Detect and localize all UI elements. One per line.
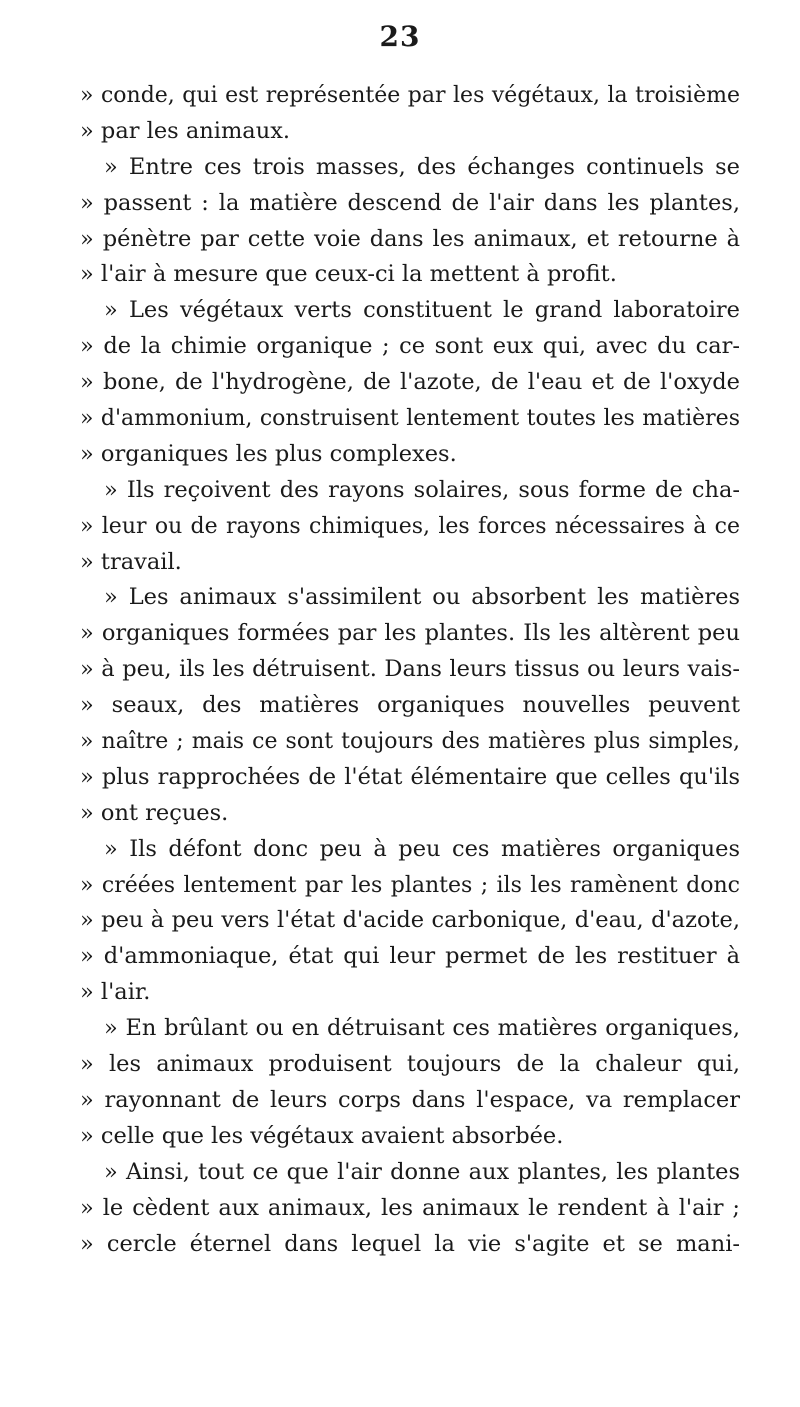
text-line: » l'air à mesure que ceux-ci la mettent à profit. [80, 261, 617, 288]
text-line: » d'ammonium, construisent lentement toutes les matières [80, 406, 740, 432]
text-line: » cercle éternel dans lequel la vie s'agite et se mani- [80, 1230, 740, 1257]
text-line: » à peu, ils les détruisent. Dans leurs tissus ou leurs vais- [80, 656, 740, 683]
text-line: » Les végétaux verts constituent le grand laboratoire [104, 297, 740, 324]
text-line: » celle que les végétaux avaient absorbée. [80, 1122, 564, 1149]
text-line: » ont reçues. [80, 799, 229, 826]
text-line: » d'ammoniaque, état qui leur permet de les restituer à [80, 943, 740, 970]
text-line: » Les animaux s'assimilent ou absorbent les matières [104, 584, 740, 611]
text-line: » pénètre par cette voie dans les animaux, et retourne à [80, 225, 740, 252]
text-line: » Ils reçoivent des rayons solaires, sous forme de cha- [104, 476, 740, 503]
text-line: » le cèdent aux animaux, les animaux le rendent à l'air ; [80, 1194, 740, 1221]
text-line: » créées lentement par les plantes ; ils les ramènent donc [80, 872, 740, 898]
text-line: » Entre ces trois masses, des échanges continuels se [104, 153, 740, 180]
page-number: 23 [379, 20, 421, 53]
text-line: » seaux, des matières organiques nouvelles peuvent [80, 692, 740, 719]
text-line: » organiques formées par les plantes. Ils les altèrent peu [80, 620, 740, 647]
text-line: » plus rapprochées de l'état élémentaire que celles qu'ils [80, 763, 740, 790]
text-line: » peu à peu vers l'état d'acide carbonique, d'eau, d'azote, [80, 907, 740, 934]
text-line: » bone, de l'hydrogène, de l'azote, de l'eau et de l'oxyde [80, 369, 740, 396]
text-line: » Ainsi, tout ce que l'air donne aux plantes, les plantes [104, 1158, 740, 1185]
text-line: » les animaux produisent toujours de la chaleur qui, [80, 1051, 740, 1078]
text-line: » organiques les plus complexes. [80, 440, 457, 467]
text-line: » leur ou de rayons chimiques, les forces nécessaires à ce [80, 513, 740, 539]
text-line: » passent : la matière descend de l'air dans les plantes, [80, 189, 740, 216]
text-line: » de la chimie organique ; ce sont eux qui, avec du car- [80, 333, 740, 360]
text-line: » naître ; mais ce sont toujours des matières plus simples, [80, 729, 740, 755]
text-line: » travail. [80, 548, 182, 575]
text-line: » conde, qui est représentée par les végétaux, la troisième [80, 83, 740, 108]
text-line: » rayonnant de leurs corps dans l'espace, va remplacer [80, 1086, 740, 1113]
text-line: » l'air. [80, 979, 151, 1006]
body-text [80, 78, 740, 1262]
text-line: » En brûlant ou en détruisant ces matières organiques, [104, 1015, 740, 1042]
text-line: » Ils défont donc peu à peu ces matières organiques [104, 835, 740, 862]
text-line: » par les animaux. [80, 117, 291, 144]
